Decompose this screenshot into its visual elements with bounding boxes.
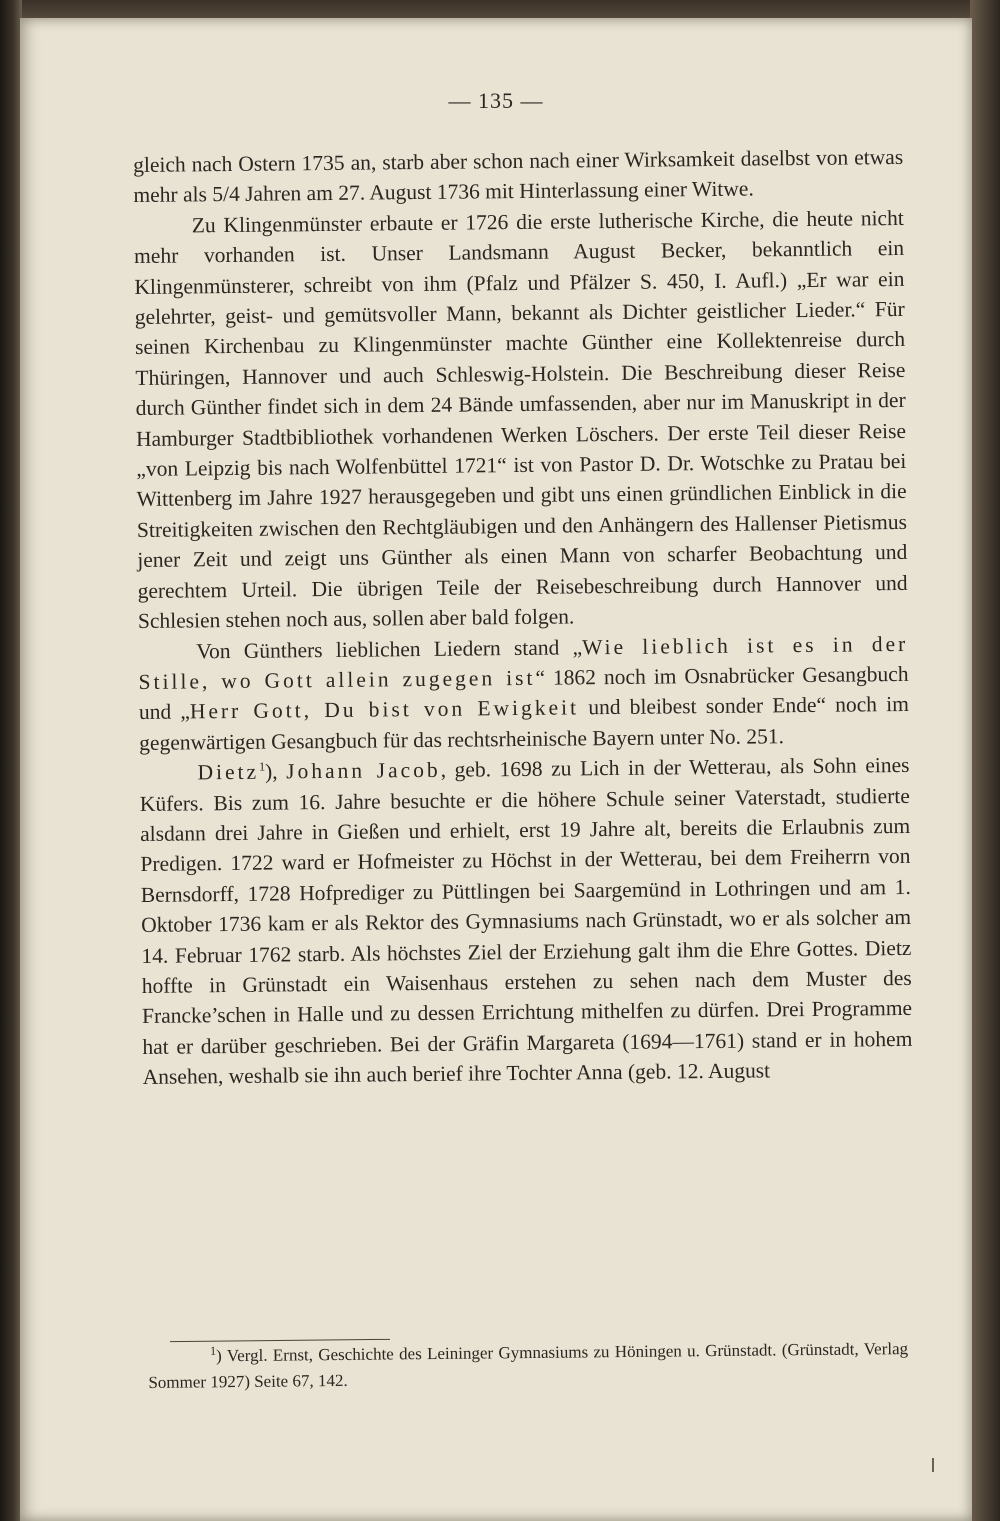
paragraph-3-middle: “ 1862 noch im Osnabrücker Gesangbuch und „	[138, 661, 909, 725]
footnote-reference: 1	[258, 759, 266, 774]
paragraph-3-end: und bleibest sonder Ende“ noch im gegenwärtigen Gesangbuch für das rechtsrheinische Bayern unter No. 251.	[139, 692, 909, 755]
footnote	[148, 1336, 909, 1396]
person-name: Dietz	[197, 759, 260, 785]
song-title-1: Wie lieblich ist es in der Stille, wo Gott allein zugegen ist	[138, 631, 909, 694]
person-given-name: Johann Jacob	[286, 757, 441, 784]
body-text	[133, 142, 913, 1093]
book-right-edge	[970, 0, 1000, 1521]
margin-mark	[932, 1458, 934, 1472]
paragraph-4: Dietz$^1$), Johann Jacob, geb. 1698 zu Lich in der Wetterau, als Sohn eines Küfers. Bis zum 16. Jahre besuchte er die höhere Schule seiner Vaterstadt, studierte alsdann drei Jahre in Gießen und erhielt, erst 19 Jahre alt, bereits die Erlaubnis zum Predigen. 1722 ward er Hofmeister zu Höchst in der Wetterau, bei dem Freiherrn von Bernsdorff, 1728 Hofprediger zu Püttlingen bei Saargemünd in Lothringen und am 1. Oktober 1736 kam er als Rektor des Gymnasiums nach Grünstadt, wo er als solcher am 14. Februar 1762 starb. Als höchstes Ziel der Erziehung galt ihm die Ehre Gottes. Dietz hoffte in Grünstadt ein Waisenhaus erstehen zu sehen nach dem Muster des Francke’schen in Halle und zu dessen Errichtung mithelfen zu dürfen. Drei Programme hat er darüber geschrieben. Bei der Gräfin Margareta (1694—1761) stand er in hohem Ansehen, weshalb sie ihn auch berief ihre Tochter Anna (geb. 12. August	[139, 753, 913, 1090]
book-page	[20, 18, 972, 1521]
paragraph-1: gleich nach Ostern 1735 an, starb aber schon nach einer Wirksamkeit daselbst von etwas mehr als 5/4 Jahren am 27. August 1736 mit Hinterlassung einer Witwe.	[133, 144, 904, 208]
footnote-text: ) Vergl. Ernst, Geschichte des Leininger Gymnasiums zu Höningen u. Grünstadt. (Grünstadt, Verlag Sommer 1927) Seite 67, 142.	[148, 1339, 909, 1392]
paragraph-3	[138, 628, 909, 758]
book-spine-edge	[0, 0, 22, 1521]
paragraph-4-body: , geb. 1698 zu Lich in der Wetterau, als Sohn eines Küfers. Bis zum 16. Jahre besuchte er die höhere Schule seiner Vaterstadt, studierte alsdann drei Jahre in Gießen und erhielt, erst 19 Jahre alt, bereits die Erlaubnis zum Predigen. 1722 ward er Hofmeister zu Höchst in der Wetterau, bei dem Freiherrn von Bernsdorff, 1728 Hofprediger zu Püttlingen bei Saargemünd in Lothringen und am 1. Oktober 1736 kam er als Rektor des Gymnasiums nach Grünstadt, wo er als solcher am 14. Februar 1762 starb. Als höchstes Ziel der Erziehung galt ihm die Ehre Gottes. Dietz hoffte in Grünstadt ein Waisenhaus erstehen zu sehen nach dem Muster des Francke’schen in Halle und zu dessen Errichtung mithelfen zu dürfen. Drei Programme hat er darüber geschrieben. Bei der Gräfin Margareta (1694—1761) stand er in hohem Ansehen, weshalb sie ihn auch berief ihre Tochter Anna (geb. 12. August	[139, 753, 913, 1090]
paragraph-2: Zu Klingenmünster erbaute er 1726 die erste lutherische Kirche, die heute nicht mehr vorhanden ist. Unser Landsmann August Becker, bekanntlich ein Klingenmünsterer, schreibt von ihm (Pfalz und Pfälzer S. 450, I. Aufl.) „Er war ein gelehrter, geist- und gemütsvoller Mann, bekannt als Dichter geistlicher Lieder.“ Für seinen Kirchenbau zu Klingenmünster machte Günther eine Kollektenreise durch Thüringen, Hannover und auch Schleswig-Holstein. Die Beschreibung dieser Reise durch Günther findet sich in dem 24 Bände umfassenden, aber nur im Manuskript in der Hamburger Stadtbibliothek vorhandenen Werken Löschers. Der erste Teil dieser Reise „von Leipzig bis nach Wolfenbüttel 1721“ ist von Pastor D. Dr. Wotschke zu Pratau bei Wittenberg im Jahre 1927 herausgegeben und gibt uns einen gründlichen Einblick in die Streitigkeiten zwischen den Rechtgläubigen und den Anhängern des Hallenser Pietismus jener Zeit und zeigt uns Günther als einen Mann von scharfer Beobachtung und gerechtem Urteil. Die übrigen Teile der Reisebeschreibung durch Hannover und Schlesien stehen noch aus, sollen aber bald folgen.	[133, 205, 908, 634]
song-title-2: Herr Gott, Du bist von Ewigkeit	[189, 695, 580, 724]
paragraph-3-intro: Von Günthers lieblichen Liedern stand „	[196, 634, 583, 663]
footnote-marker: 1	[210, 1343, 217, 1358]
page-number: — 135 —	[448, 88, 544, 113]
